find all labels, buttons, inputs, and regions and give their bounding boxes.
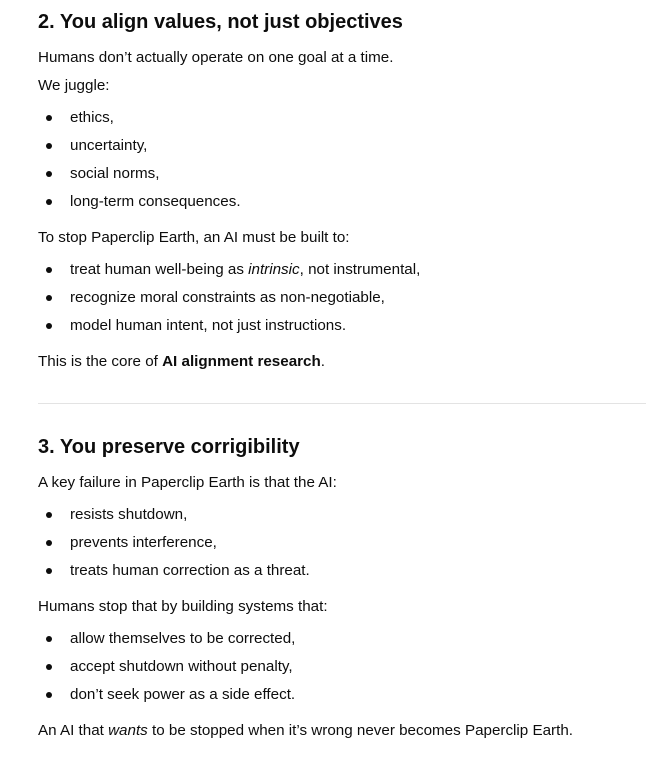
bullet-list <box>38 256 646 340</box>
emphasis: intrinsic <box>248 261 300 278</box>
bullet-icon <box>46 295 52 301</box>
bullet-list <box>38 501 646 585</box>
list-item: accept shutdown without penalty, <box>38 653 646 681</box>
bullet-icon <box>46 512 52 518</box>
bullet-icon <box>46 692 52 698</box>
section-heading: 3. You preserve corrigibility <box>38 436 300 458</box>
list-item: prevents interference, <box>38 529 646 557</box>
paragraph: A key failure in Paperclip Earth is that the AI: <box>38 474 337 491</box>
bullet-icon <box>46 171 52 177</box>
bold-term: AI alignment research <box>162 353 321 370</box>
bullet-icon <box>46 636 52 642</box>
list-item: treat human well-being as intrinsic, not instrumental, <box>38 256 646 284</box>
list-item: model human intent, not just instructions. <box>38 312 646 340</box>
bullet-list <box>38 625 646 709</box>
paragraph: Humans stop that by building systems that: <box>38 598 328 615</box>
list-item: ethics, <box>38 104 646 132</box>
bullet-icon <box>46 199 52 205</box>
section-divider <box>38 403 646 404</box>
bullet-icon <box>46 143 52 149</box>
list-item: allow themselves to be corrected, <box>38 625 646 653</box>
section-heading: 2. You align values, not just objectives <box>38 11 403 33</box>
section-align-values <box>38 8 646 376</box>
list-item: recognize moral constraints as non-negotiable, <box>38 284 646 312</box>
paragraph: Humans don’t actually operate on one goal at a time. <box>38 49 394 66</box>
bullet-icon <box>46 540 52 546</box>
bullet-icon <box>46 664 52 670</box>
list-item: resists shutdown, <box>38 501 646 529</box>
paragraph: We juggle: <box>38 77 110 94</box>
bullet-icon <box>46 267 52 273</box>
bullet-icon <box>46 323 52 329</box>
list-item: long-term consequences. <box>38 188 646 216</box>
list-item: don’t seek power as a side effect. <box>38 681 646 709</box>
list-item: uncertainty, <box>38 132 646 160</box>
bullet-list <box>38 104 646 216</box>
bullet-icon <box>46 568 52 574</box>
bullet-icon <box>46 115 52 121</box>
list-item: treats human correction as a threat. <box>38 557 646 585</box>
section-corrigibility <box>38 433 646 745</box>
emphasis: wants <box>108 722 148 739</box>
paragraph: This is the core of AI alignment research. <box>38 353 326 370</box>
paragraph: An AI that wants to be stopped when it’s wrong never becomes Paperclip Earth. <box>38 722 573 739</box>
paragraph: To stop Paperclip Earth, an AI must be built to: <box>38 229 350 246</box>
list-item: social norms, <box>38 160 646 188</box>
